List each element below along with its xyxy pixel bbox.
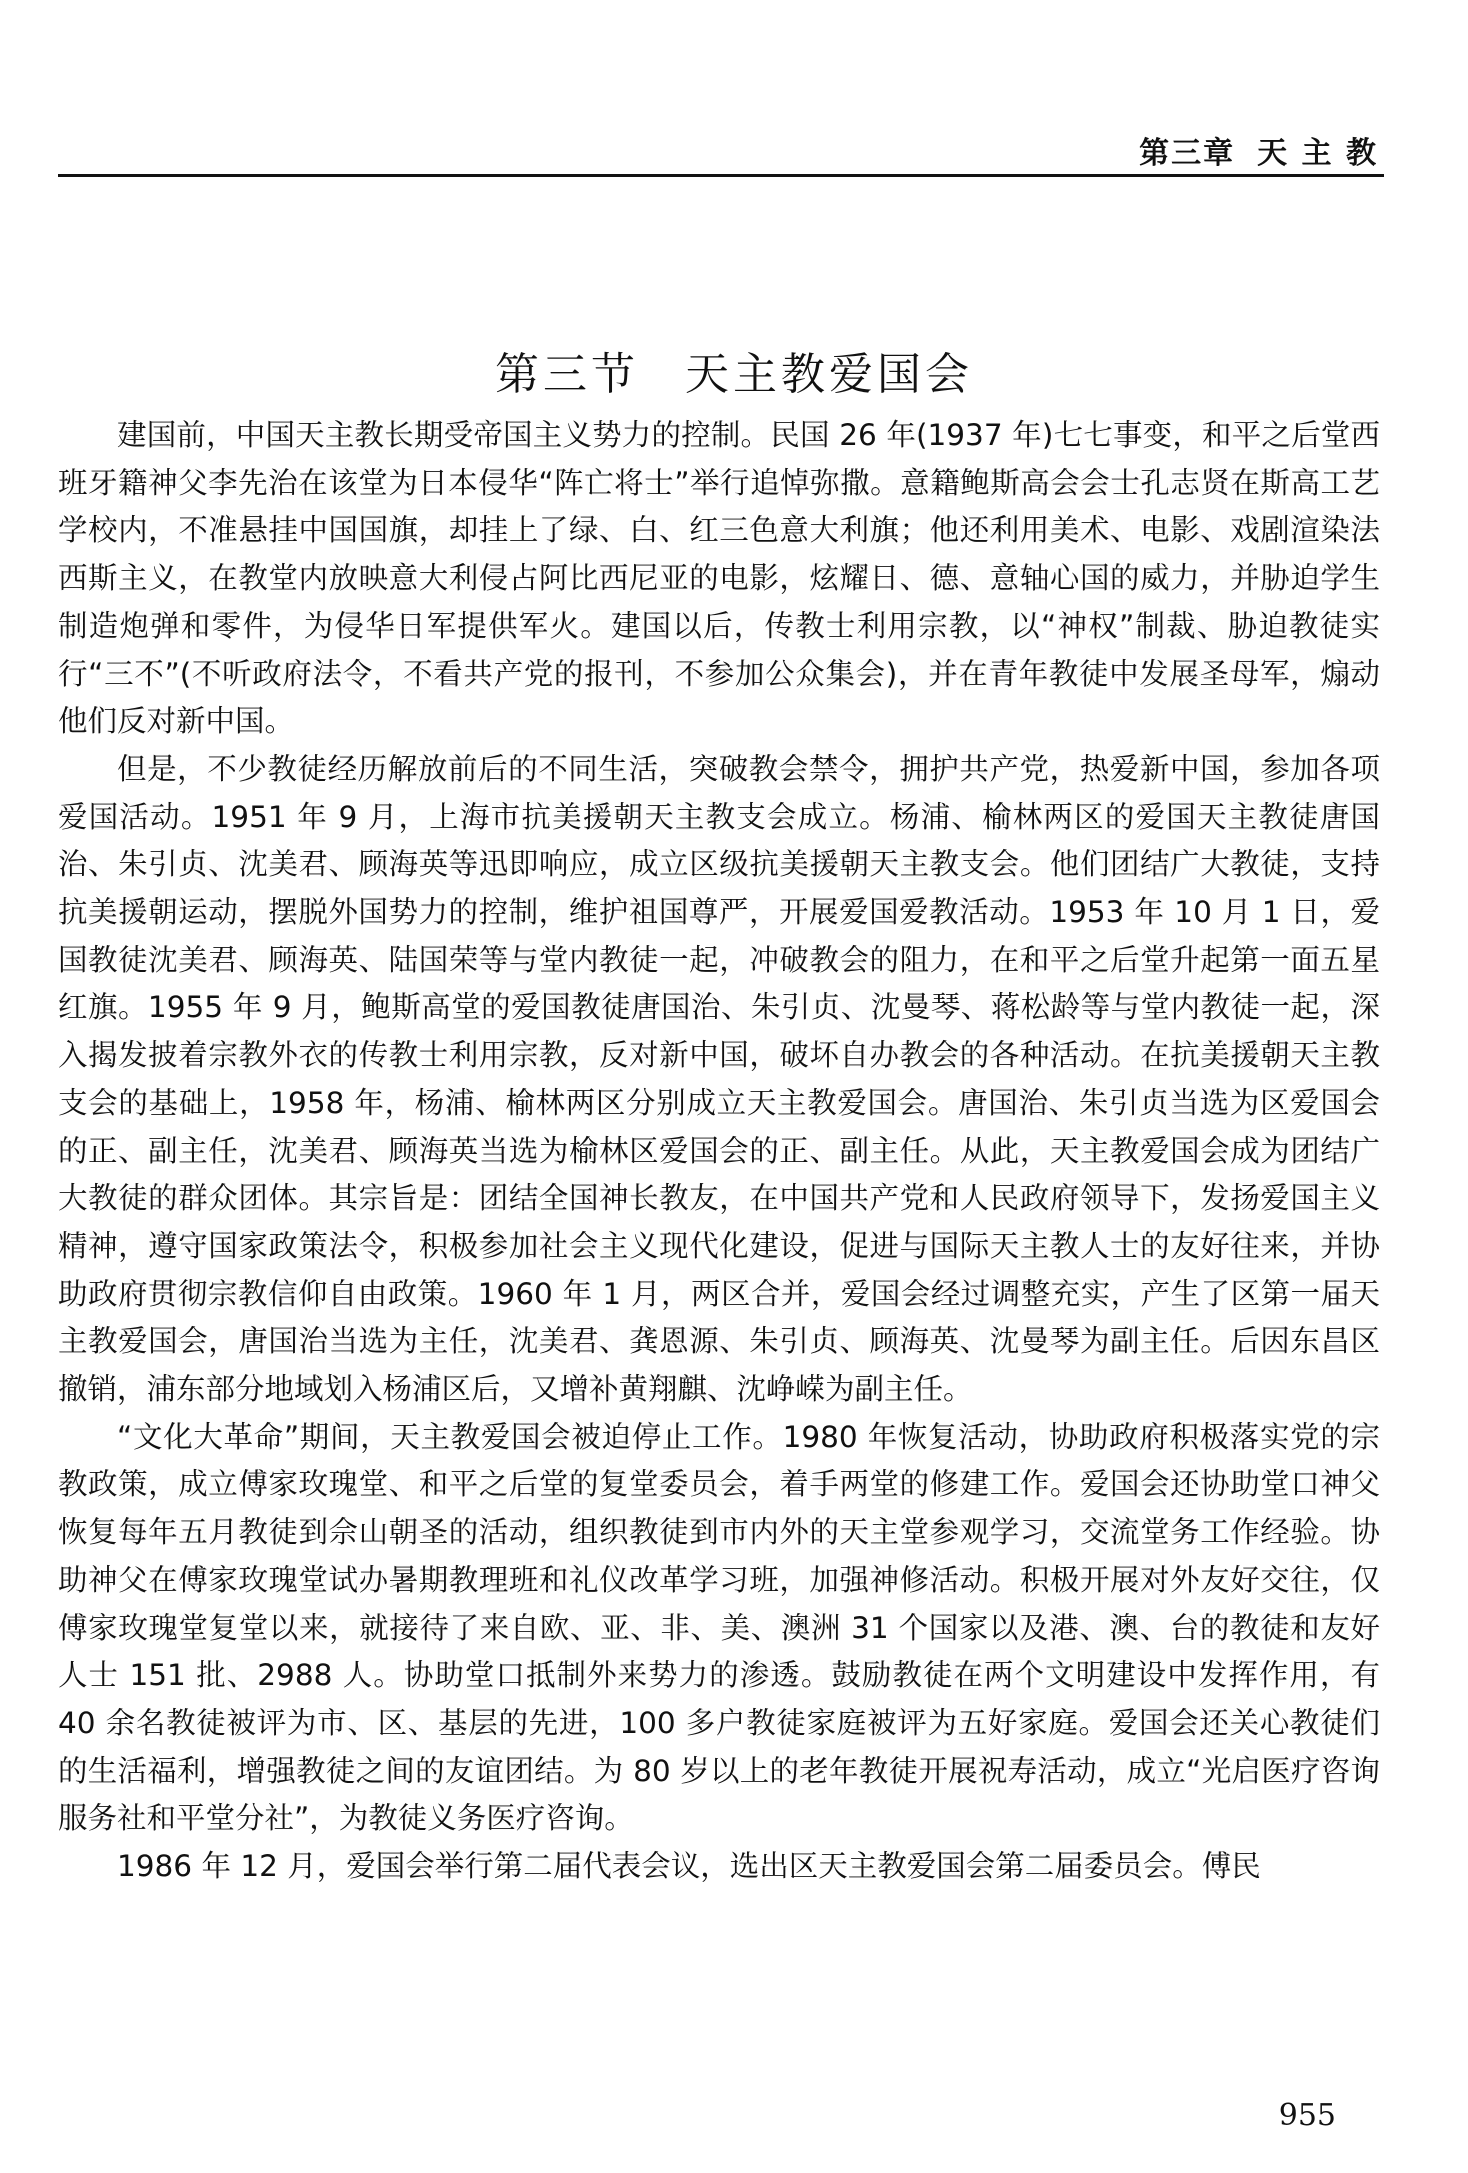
header-rule	[58, 174, 1384, 177]
body-text	[58, 412, 1380, 1891]
section-title: 天主教爱国会	[685, 349, 973, 400]
chapter-number: 第三章	[1139, 136, 1236, 171]
paragraph-4: 1986 年 12 月，爱国会举行第二届代表会议，选出区天主教爱国会第二届委员会。傅民	[117, 1849, 1261, 1884]
section-heading	[0, 338, 1468, 402]
running-header	[1139, 128, 1378, 172]
paragraph-3: “文化大革命”期间，天主教爱国会被迫停止工作。1980 年恢复活动，协助政府积极落实党的宗教政策，成立傅家玫瑰堂、和平之后堂的复堂委员会，着手两堂的修建工作。爱国会还协助堂口神父恢复每年五月教徒到佘山朝圣的活动，组织教徒到市内外的天主堂参观学习，交流堂务工作经验。协助神父在傅家玫瑰堂试办暑期教理班和礼仪改革学习班，加强神修活动。积极开展对外友好交往，仅傅家玫瑰堂复堂以来，就接待了来自欧、亚、非、美、澳洲 31 个国家以及港、澳、台的教徒和友好人士 151 批、2988 人。协助堂口抵制外来势力的渗透。鼓励教徒在两个文明建设中发挥作用，有 40 余名教徒被评为市、区、基层的先进，100 多户教徒家庭被评为五好家庭。爱国会还关心教徒们的生活福利，增强教徒之间的友谊团结。为 80 岁以上的老年教徒开展祝寿活动，成立“光启医疗咨询服务社和平堂分社”，为教徒义务医疗咨询。	[58, 1419, 1380, 1836]
chapter-title: 天 主 教	[1257, 136, 1378, 171]
page-number: 955	[1278, 2098, 1336, 2133]
section-number: 第三节	[495, 349, 639, 400]
paragraph-1: 建国前，中国天主教长期受帝国主义势力的控制。民国 26 年(1937 年)七七事变，和平之后堂西班牙籍神父李先治在该堂为日本侵华“阵亡将士”举行追悼弥撒。意籍鲍斯高会会士孔志贤在斯高工艺学校内，不准悬挂中国国旗，却挂上了绿、白、红三色意大利旗；他还利用美术、电影、戏剧渲染法西斯主义，在教堂内放映意大利侵占阿比西尼亚的电影，炫耀日、德、意轴心国的威力，并胁迫学生制造炮弹和零件，为侵华日军提供军火。建国以后，传教士利用宗教，以“神权”制裁、胁迫教徒实行“三不”(不听政府法令，不看共产党的报刊，不参加公众集会)，并在青年教徒中发展圣母军，煽动他们反对新中国。	[58, 418, 1380, 739]
paragraph-2: 但是，不少教徒经历解放前后的不同生活，突破教会禁令，拥护共产党，热爱新中国，参加各项爱国活动。1951 年 9 月，上海市抗美援朝天主教支会成立。杨浦、榆林两区的爱国天主教徒唐国治、朱引贞、沈美君、顾海英等迅即响应，成立区级抗美援朝天主教支会。他们团结广大教徒，支持抗美援朝运动，摆脱外国势力的控制，维护祖国尊严，开展爱国爱教活动。1953 年 10 月 1 日，爱国教徒沈美君、顾海英、陆国荣等与堂内教徒一起，冲破教会的阻力，在和平之后堂升起第一面五星红旗。1955 年 9 月，鲍斯高堂的爱国教徒唐国治、朱引贞、沈曼琴、蒋松龄等与堂内教徒一起，深入揭发披着宗教外衣的传教士利用宗教，反对新中国，破坏自办教会的各种活动。在抗美援朝天主教支会的基础上，1958 年，杨浦、榆林两区分别成立天主教爱国会。唐国治、朱引贞当选为区爱国会的正、副主任，沈美君、顾海英当选为榆林区爱国会的正、副主任。从此，天主教爱国会成为团结广大教徒的群众团体。其宗旨是：团结全国神长教友，在中国共产党和人民政府领导下，发扬爱国主义精神，遵守国家政策法令，积极参加社会主义现代化建设，促进与国际天主教人士的友好往来，并协助政府贯彻宗教信仰自由政策。1960 年 1 月，两区合并，爱国会经过调整充实，产生了区第一届天主教爱国会，唐国治当选为主任，沈美君、龚恩源、朱引贞、顾海英、沈曼琴为副主任。后因东昌区撤销，浦东部分地域划入杨浦区后，又增补黄翔麒、沈峥嵘为副主任。	[58, 751, 1380, 1407]
